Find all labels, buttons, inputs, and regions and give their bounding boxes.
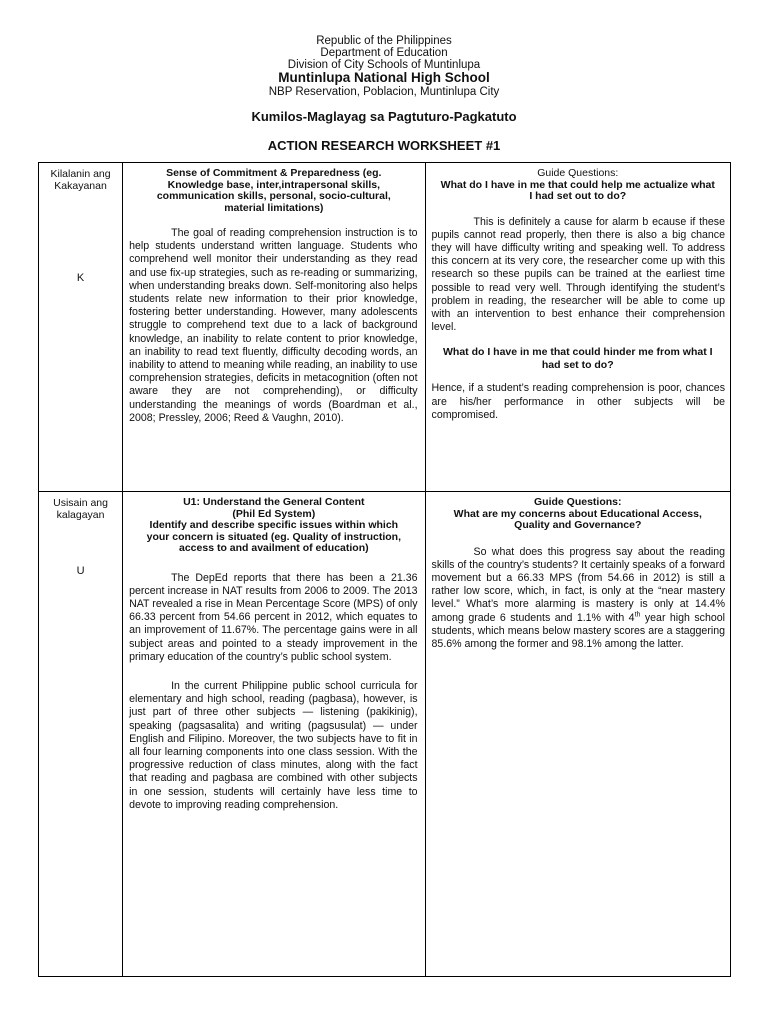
row-label: Usisain ang kalagayan — [53, 497, 108, 521]
school-name: Muntinlupa National High School — [278, 70, 490, 85]
section-subheading: (Phil Ed System) — [232, 507, 316, 520]
section-body — [123, 227, 424, 425]
paragraph: The DepEd reports that there has been a 21.36 percent increase in NAT results from 2006 to 2009. The 2013 NAT revealed a rise in Mean Percentage Score (MPS) of only 66.33 percent from 54.66 percent in 2012, which equates to an improvement of 11.67%. The percentage gains were in all subject areas and pointed to a steady improvement in the primary education of the country’s public school system. — [129, 571, 418, 663]
middle-cell — [123, 163, 425, 492]
guide-label: Guide Questions: — [534, 496, 622, 508]
section-heading: U1: Understand the General Content — [183, 496, 365, 508]
right-cell — [425, 163, 730, 492]
row-usisain — [39, 492, 731, 977]
answer-body-2 — [426, 382, 730, 422]
answer-body — [426, 216, 730, 335]
row-label: Kilalanin ang Kakayanan — [50, 168, 111, 192]
right-cell — [425, 492, 730, 977]
paragraph — [432, 546, 725, 652]
row-code: U — [76, 565, 85, 577]
header-division: Division of City Schools of Muntinlupa — [287, 59, 481, 71]
guide-question: What are my concerns about Educational Access, Quality and Governance? — [453, 507, 702, 531]
row-label-cell — [39, 163, 123, 492]
row-label-cell — [39, 492, 123, 977]
answer-body — [426, 546, 730, 652]
school-address: NBP Reservation, Poblacion, Muntinlupa City — [268, 86, 500, 98]
paragraph: In the current Philippine public school curricula for elementary and high school, reading (pagbasa), however, is just part of three other subjects — listening (pakikinig), speaking (pagsasalita) and writing (pagsusulat) — under English and Filipino. Moreover, the two subjects have to fit in all four learning components into one class session. With the progressive reduction of class minutes, along with the fact that reading and pagbasa are combined with other subjects in one session, students will certainly have less time to devote to improving reading comprehension. — [129, 679, 418, 811]
middle-cell — [123, 492, 425, 977]
guide-label: Guide Questions: — [537, 167, 619, 179]
paragraph: The goal of reading comprehension instruction is to help students understand written language. Students who comprehend well monitor their understanding as they read and use fix-up strategies, such as re-reading or summarizing, when understanding breaks down. Self-monitoring also helps students relate new information to their prior knowledge, fostering better understanding. However, many adolescents struggle to comprehend text due to a lack of background knowledge, an inability to relate content to prior knowledge, an inability to read text fluently, difficulty decoding words, an inability to attend to meaning while reading, an inability to use comprehension strategies, deficits in metacognition (often not aware they are not comprehending), or difficulty understanding the meanings of words (Boardman et al., 2008; Pressley, 2006; Reed & Vaughn, 2010). — [129, 227, 418, 424]
program-title: Kumilos-Maglayag sa Pagtuturo-Pagkatuto — [251, 109, 517, 124]
row-kilalanin — [39, 163, 731, 492]
paragraph: Hence, if a student’s reading comprehension is poor, chances are his/her performance in other subjects will be compromised. — [431, 382, 725, 421]
header-republic: Republic of the Philippines — [316, 35, 452, 47]
section-body — [123, 572, 424, 812]
paragraph: This is definitely a cause for alarm b ecause if these pupils cannot read properly, then there is also a big chance they will have difficulty writing and speaking well. To address this concern at its very core, the researcher come up with this research so these pupils can be trained at the earliest time possible to read very well. Through identifying the student’s problem in reading, the researcher will be able to come up with an intervention to best enhance their comprehension level. — [431, 215, 725, 334]
guide-question: What do I have in me that could help me actualize what I had set out to do? — [440, 178, 715, 202]
header-department: Department of Education — [320, 47, 448, 59]
row-code: K — [76, 272, 85, 284]
answer-text: So what does this progress say about the reading skills of the country’s students? It certainly speaks of a forward movement but a 66.33 MPS (from 54.66 in 2012) is still a rather low score, which, in fact, is only at the “near mastery level.” What’s more alarming is mastery is only at 14.4% among grade 6 students and 1.1% with 4 — [431, 545, 725, 624]
superscript: th — [634, 610, 641, 618]
section-prompt: Identify and describe specific issues within which your concern is situated (eg. Quality of instruction, access to and availment of education) — [146, 519, 401, 554]
section-heading: Sense of Commitment & Preparedness (eg. Knowledge base, inter,intrapersonal skills, communication skills, personal, socio-cultural, material limitations) — [156, 167, 391, 214]
worksheet-table — [38, 162, 731, 977]
guide-question-2: What do I have in me that could hinder me from what I had set to do? — [443, 346, 713, 371]
worksheet-title: ACTION RESEARCH WORKSHEET #1 — [267, 138, 501, 153]
answer-text-cont: year high school students, which means below mastery scores are a staggering 85.6% among the former and 98.1% among the latter. — [431, 611, 725, 650]
